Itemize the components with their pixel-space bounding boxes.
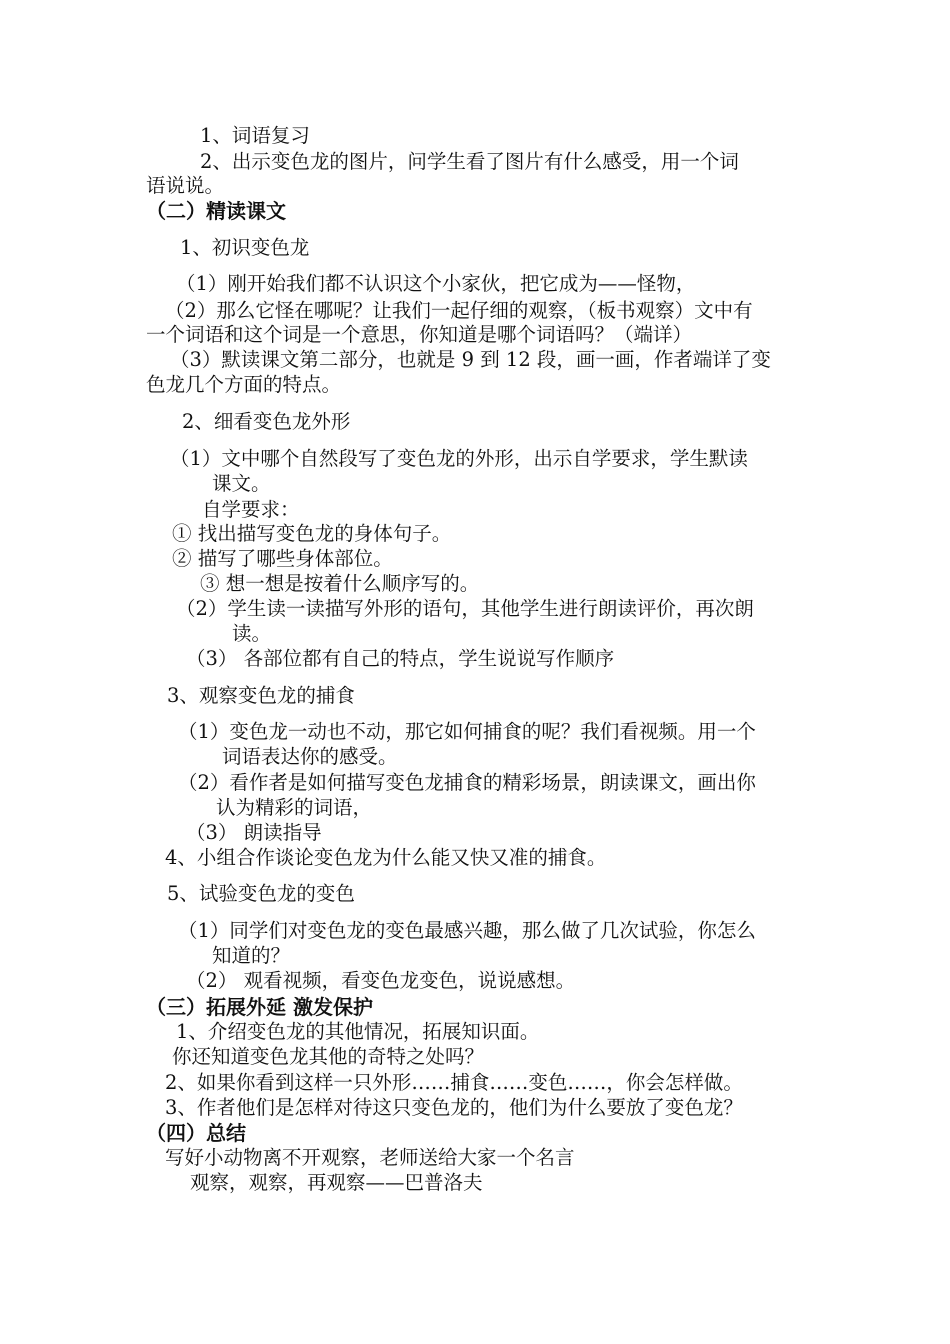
text-line: （1）同学们对变色龙的变色最感兴趣，那么做了几次试验，你怎么 [178, 919, 756, 942]
section-heading: （三）拓展外延 激发保护 [146, 995, 373, 1019]
quote-line: 观察，观察，再观察——巴普洛夫 [190, 1171, 483, 1194]
text-line: 你还知道变色龙其他的奇特之处吗？ [172, 1045, 485, 1068]
text-line: 4、小组合作谈论变色龙为什么能又快又准的捕食。 [165, 846, 607, 869]
text-line: 认为精彩的词语， [216, 796, 373, 819]
section-heading: （四）总结 [146, 1121, 246, 1145]
text-line: 色龙几个方面的特点。 [146, 373, 342, 396]
text-line: （3）默读课文第二部分，也就是 9 到 12 段，画一画，作者端详了变 [170, 348, 771, 371]
section-heading: （二）精读课文 [146, 199, 286, 223]
subsection-heading: 2、细看变色龙外形 [182, 410, 351, 433]
text-line: 词语表达你的感受。 [222, 745, 398, 768]
list-item: ① 找出描写变色龙的身体句子。 [172, 522, 452, 545]
text-line: 3、作者他们是怎样对待这只变色龙的，他们为什么要放了变色龙？ [165, 1096, 743, 1119]
text-line: （2）学生读一读描写外形的语句，其他学生进行朗读评价，再次朗 [176, 597, 754, 620]
subsection-heading: 5、试验变色龙的变色 [167, 882, 355, 905]
text-line: 写好小动物离不开观察，老师送给大家一个名言 [165, 1146, 575, 1169]
text-line: （3） 各部位都有自己的特点，学生说说写作顺序 [186, 647, 615, 670]
text-line: 读。 [232, 622, 272, 645]
text-line: 知道的？ [212, 944, 291, 967]
text-line: （1）刚开始我们都不认识这个小家伙，把它成为——怪物， [176, 272, 696, 295]
text-line: 2、如果你看到这样一只外形……捕食……变色……，你会怎样做。 [165, 1071, 743, 1094]
text-line: 自学要求： [202, 498, 300, 521]
text-line: 1、词语复习 [200, 124, 310, 147]
text-line: 语说说。 [146, 174, 225, 197]
text-line: 2、出示变色龙的图片，问学生看了图片有什么感受，用一个词 [200, 150, 739, 173]
text-line: （1）变色龙一动也不动，那它如何捕食的呢？我们看视频。用一个 [178, 720, 756, 743]
text-line: （2）那么它怪在哪呢？让我们一起仔细的观察，（板书观察）文中有 [165, 299, 753, 322]
text-line: 课文。 [212, 472, 271, 495]
text-line: 1、介绍变色龙的其他情况，拓展知识面。 [176, 1020, 540, 1043]
text-line: （1）文中哪个自然段写了变色龙的外形，出示自学要求，学生默读 [170, 447, 748, 470]
text-line: （3） 朗读指导 [186, 821, 322, 844]
text-line: 一个词语和这个词是一个意思，你知道是哪个词语吗？（端详） [146, 323, 693, 346]
text-line: （2）看作者是如何描写变色龙捕食的精彩场景，朗读课文，画出你 [178, 771, 756, 794]
subsection-heading: 3、观察变色龙的捕食 [167, 684, 355, 707]
subsection-heading: 1、初识变色龙 [180, 236, 310, 259]
list-item: ② 描写了哪些身体部位。 [172, 547, 393, 570]
text-line: （2） 观看视频，看变色龙变色，说说感想。 [186, 969, 576, 992]
list-item: ③ 想一想是按着什么顺序写的。 [200, 572, 480, 595]
